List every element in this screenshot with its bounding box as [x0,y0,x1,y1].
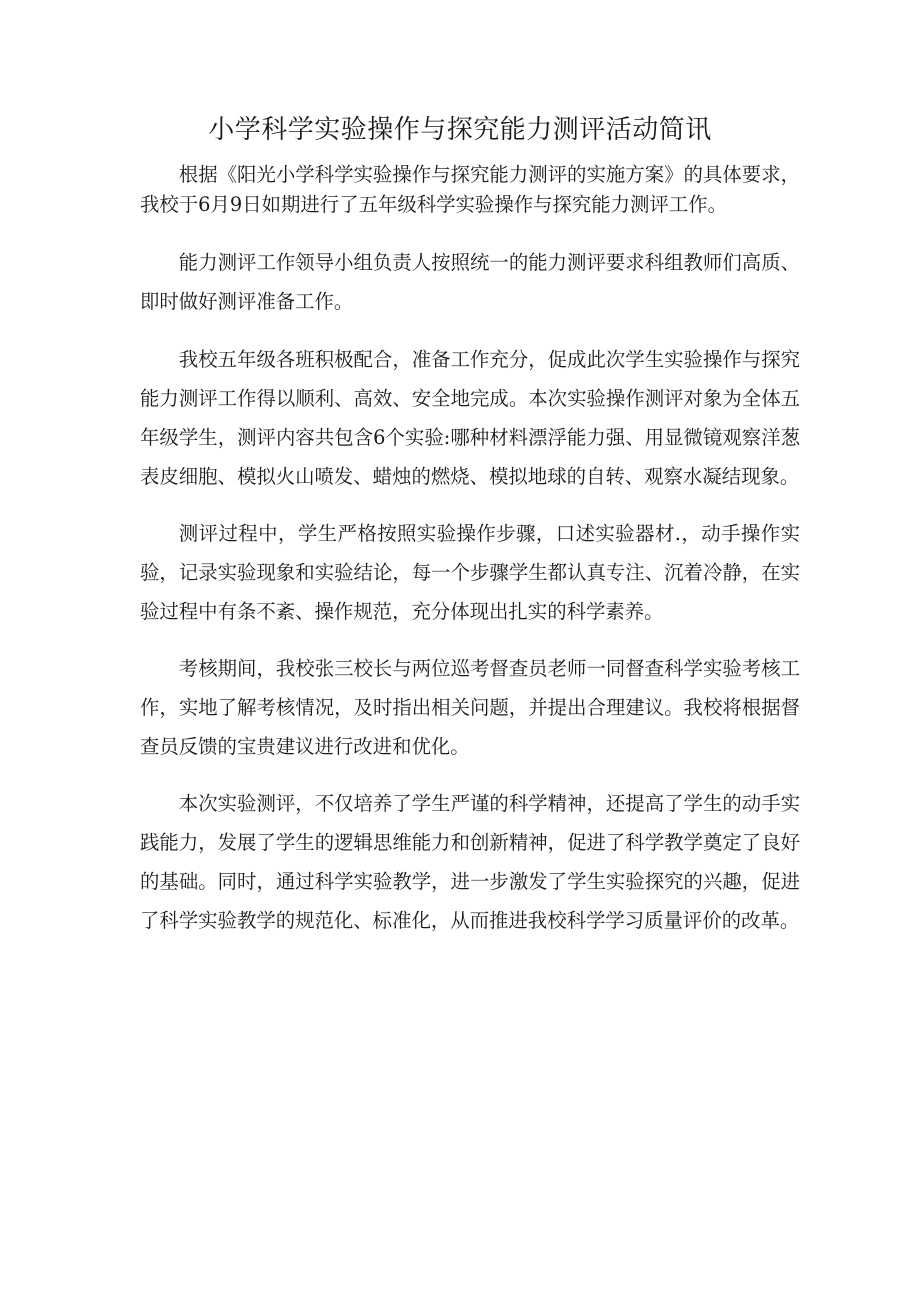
paragraph-class-cooperation: 我校五年级各班积极配合，准备工作充分，促成此次学生实验操作与探究能力测评工作得以顺利、高效、安全地完成。本次实验操作测评对象为全体五年级学生，测评内容共包含6个实验:哪种材料漂浮能力强、用显微镜观察洋葱表皮细胞、模拟火山喷发、蜡烛的燃烧、模拟地球的自转、观察水凝结现象。 [140,348,800,488]
paragraph-assessment-process: 测评过程中，学生严格按照实验操作步骤，口述实验器材.，动手操作实验，记录实验现象和实验结论，每一个步骤学生都认真专注、沉着冷静，在实验过程中有条不紊、操作规范，充分体现出扎实的科学素养。 [140,522,800,623]
paragraph-implementation-plan: 根据《阳光小学科学实验操作与探究能力测评的实施方案》的具体要求，我校于6月9日如期进行了五年级科学实验操作与探究能力测评工作。 [140,163,800,216]
paragraph-supervision: 考核期间，我校张三校长与两位巡考督查员老师一同督查科学实验考核工作，实地了解考核情况，及时指出相关问题，并提出合理建议。我校将根据督查员反馈的宝贵建议进行改进和优化。 [140,657,800,758]
document-title: 小学科学实验操作与探究能力测评活动简讯 [208,115,712,145]
paragraph-leadership-preparation: 能力测评工作领导小组负责人按照统一的能力测评要求科组教师们高质、即时做好测评准备工作。 [140,251,800,313]
document-body [140,160,800,940]
paragraph-conclusion: 本次实验测评，不仅培养了学生严谨的科学精神，还提高了学生的动手实践能力，发展了学生的逻辑思维能力和创新精神，促进了科学教学奠定了良好的基础。同时，通过科学实验教学，进一步激发了学生实验探究的兴趣，促进了科学实验教学的规范化、标准化，从而推进我校科学学习质量评价的改革。 [140,792,800,932]
